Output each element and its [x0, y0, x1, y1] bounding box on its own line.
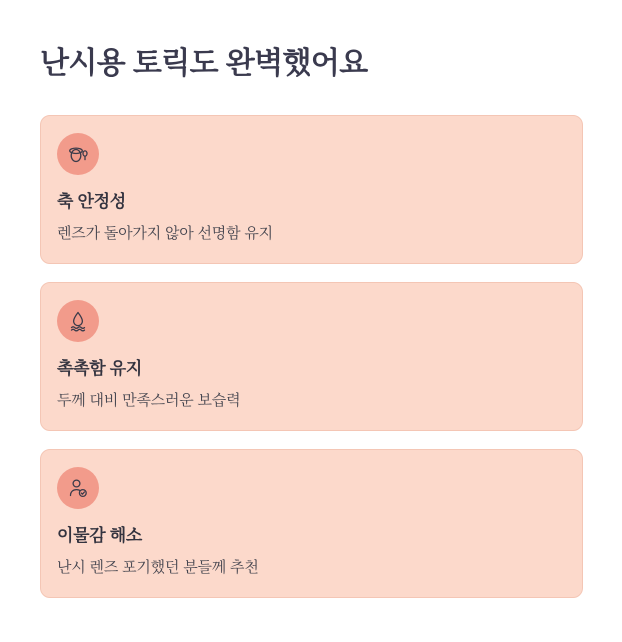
icon-circle [57, 300, 99, 342]
user-check-icon [66, 476, 90, 500]
feature-card-axis-stability [40, 115, 583, 264]
feature-card-comfort [40, 449, 583, 598]
card-title: 촉촉함 유지 [57, 359, 143, 378]
card-description: 두께 대비 만족스러운 보습력 [57, 392, 241, 410]
feature-card-moisture [40, 282, 583, 431]
axis-stability-icon [66, 142, 90, 166]
card-description: 난시 렌즈 포기했던 분들께 추천 [57, 559, 259, 577]
icon-circle [57, 133, 99, 175]
icon-circle [57, 467, 99, 509]
card-title: 축 안정성 [57, 192, 126, 211]
card-description: 렌즈가 돌아가지 않아 선명함 유지 [57, 225, 273, 243]
moisture-icon [66, 309, 90, 333]
card-title: 이물감 해소 [57, 526, 143, 545]
page-title: 난시용 토릭도 완벽했어요 [40, 47, 368, 80]
